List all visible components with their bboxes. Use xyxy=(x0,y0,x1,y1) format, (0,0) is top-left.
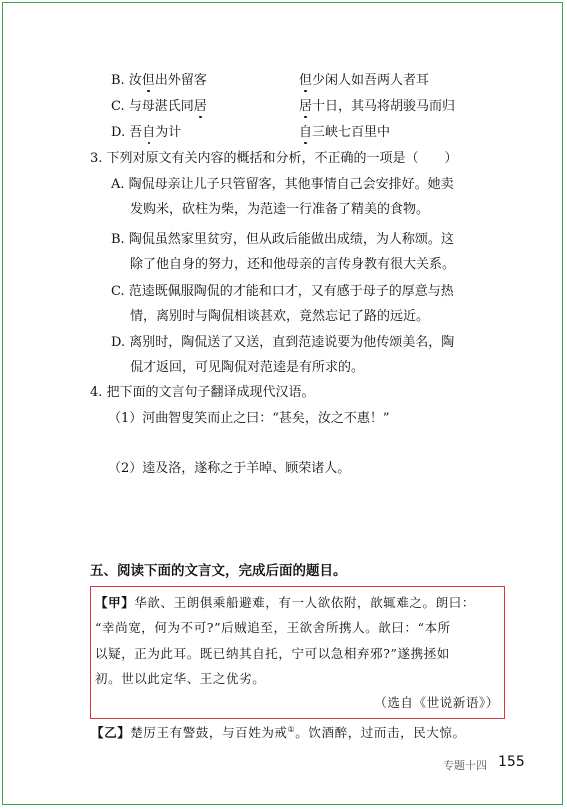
chapter-label: 专题十四 xyxy=(443,759,487,772)
q3-option-d: D. 离别时，陶侃送了又送，直到范逵说要为他传颂美名，陶 xyxy=(111,335,455,350)
q3-option-b: B. 陶侃虽然家里贫穷，但从政后能做出成绩，为人称颂。这 xyxy=(111,232,454,247)
footnote-marker: ① xyxy=(287,724,296,734)
q4-item-1: （1）河曲智叟笑而止之曰：“甚矣，汝之不惠！” xyxy=(108,411,390,426)
q3-stem: 3. 下列对原文有关内容的概括和分析，不正确的一项是（ ） xyxy=(90,151,458,166)
q2-option-d-right: 自三峡七百里中 xyxy=(299,125,391,140)
q3-option-a: A. 陶侃母亲让儿子只管留客，其他事情自己会安排好。她卖 xyxy=(111,177,454,192)
q3-option-a-cont: 发购米，砍柱为柴，为范逵一行准备了精美的食物。 xyxy=(130,202,430,217)
page-number: 155 xyxy=(498,754,525,770)
q4-stem: 4. 把下面的文言句子翻译成现代汉语。 xyxy=(90,385,315,400)
q3-option-c: C. 范逵既佩服陶侃的才能和口才，又有感于母子的厚意与热 xyxy=(111,284,454,299)
passage-jia-tag: 【甲】 xyxy=(95,595,135,610)
passage-jia-line-2: “幸尚宽，何为不可?”后贼追至，王欲舍所携人。歆曰：“本所 xyxy=(95,620,451,635)
q2-option-c: C. 与母湛氏同居 xyxy=(111,99,207,114)
q3-option-b-cont: 除了他自身的努力，还和他母亲的言传身教有很大关系。 xyxy=(130,257,456,272)
q2-option-d: D. 吾自为计 xyxy=(111,125,182,140)
q3-option-d-cont: 侃才返回，可见陶侃对范逵是有所求的。 xyxy=(130,360,365,375)
q2-option-b: B. 汝但出外留客 xyxy=(111,73,207,88)
passage-jia-line-3: 以疑，正为此耳。既已纳其自托，宁可以急相弃邪?”遂携拯如 xyxy=(95,646,450,661)
passage-yi: 【乙】楚厉王有警鼓，与百姓为戒①。饮酒醉，过而击，民大惊。 xyxy=(91,724,466,740)
passage-jia-line-4: 初。世以此定华、王之优劣。 xyxy=(95,671,266,686)
q4-item-2: （2）逵及洛，遂称之于羊晫、顾荣诸人。 xyxy=(108,461,351,476)
passage-yi-tag: 【乙】 xyxy=(91,725,131,740)
q3-option-c-cont: 情，离别时与陶侃相谈甚欢，竟然忘记了路的远近。 xyxy=(130,309,430,324)
section-heading: 五、阅读下面的文言文，完成后面的题目。 xyxy=(90,563,347,579)
passage-jia-line-1: 【甲】华歆、王朗俱乘船避难，有一人欲依附，歆辄难之。朗曰： xyxy=(95,595,475,610)
q2-option-c-right: 居十日，其马将胡骏马而归 xyxy=(299,99,456,114)
passage-source: （选自《世说新语》） xyxy=(374,695,499,710)
q2-option-b-right: 但少闲人如吾两人者耳 xyxy=(299,73,430,88)
